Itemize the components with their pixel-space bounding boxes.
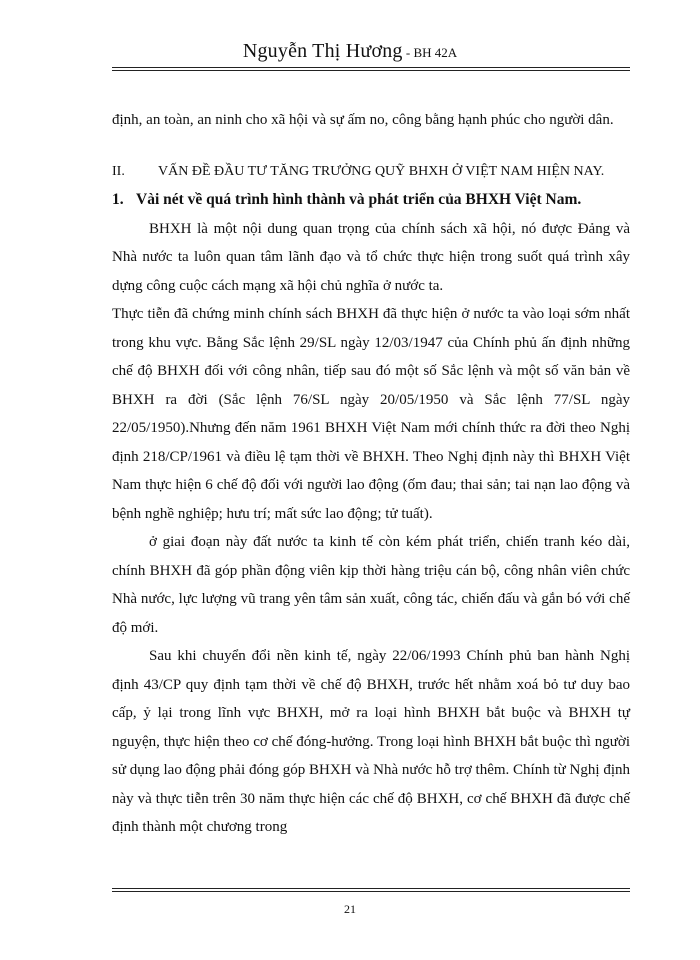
paragraph: BHXH là một nội dung quan trọng của chính sách xã hội, nó được Đảng và Nhà nước ta luôn quan tâm lãnh đạo và tổ chức thực hiện trong suốt quá trình xây dựng công cuộc cách mạng xã hội chủ nghĩa ở nước ta. (112, 220, 630, 294)
paragraph: Sau khi chuyển đổi nền kinh tế, ngày 22/06/1993 Chính phủ ban hành Nghị định 43/CP quy định tạm thời về chế độ BHXH, trước hết nhằm xoá bỏ tư duy bao cấp, ỷ lại trong lĩnh vực BHXH, mở ra loại hình BHXH bắt buộc và BHXH tự nguyện, thực hiện theo cơ chế đóng-hưởng. Trong loại hình BHXH bắt buộc thì người sử dụng lao động phải đóng góp BHXH và Nhà nước hỗ trợ thêm. Chính từ Nghị định này và thực tiễn trên 30 năm thực hiện các chế độ BHXH, cơ chế BHXH đã được chế định thành một chương trong (112, 648, 630, 835)
paragraph-continued: định, an toàn, an ninh cho xã hội và sự ấm no, công bằng hạnh phúc cho người dân. (112, 112, 614, 128)
section-heading (112, 158, 630, 187)
footer-rule-bottom (112, 891, 630, 892)
subsection-heading (112, 186, 630, 215)
page-number: 21 (344, 902, 356, 916)
header-class: - BH 42A (402, 45, 458, 60)
section-title: VẤN ĐỀ ĐẦU TƯ TĂNG TRƯỞNG QUỸ BHXH Ở VIỆT NAM HIỆN NAY. (158, 163, 605, 179)
header-rule-top (112, 67, 630, 68)
paragraph: Thực tiễn đã chứng minh chính sách BHXH đã thực hiện ở nước ta vào loại sớm nhất trong khu vực. Bằng Sắc lệnh 29/SL ngày 12/03/1947 của Chính phủ ấn định những chế độ BHXH đối với công nhân, tiếp sau đó một số Sắc lệnh và một số văn bản về BHXH ra đời (Sắc lệnh 76/SL ngày 20/05/1950 và Sắc lệnh 77/SL ngày 22/05/1950).Nhưng đến năm 1961 BHXH Việt Nam mới chính thức ra đời theo Nghị định 218/CP/1961 và điều lệ tạm thời về BHXH. Theo Nghị định này thì BHXH Việt Nam thực hiện 6 chế độ đối với người lao động (ốm đau; thai sản; tai nạn lao động và bệnh nghề nghiệp; hưu trí; mất sức lao động; tử tuất). (112, 306, 630, 522)
subsection-number: 1. (112, 191, 124, 208)
subsection-title: Vài nét về quá trình hình thành và phát triển của BHXH Việt Nam. (136, 191, 582, 208)
page-header (0, 40, 700, 63)
document-body (112, 106, 630, 842)
header-rule-bottom (112, 70, 630, 71)
paragraph: ở giai đoạn này đất nước ta kinh tế còn kém phát triển, chiến tranh kéo dài, chính BHXH đã góp phần động viên kịp thời hàng triệu cán bộ, công nhân viên chức Nhà nước, lực lượng vũ trang yên tâm sản xuất, công tác, chiến đấu và gắn bó với chế độ mới. (112, 534, 630, 636)
header-author: Nguyễn Thị Hương (242, 40, 403, 62)
footer-rule-top (112, 888, 630, 889)
section-number: II. (112, 163, 125, 179)
